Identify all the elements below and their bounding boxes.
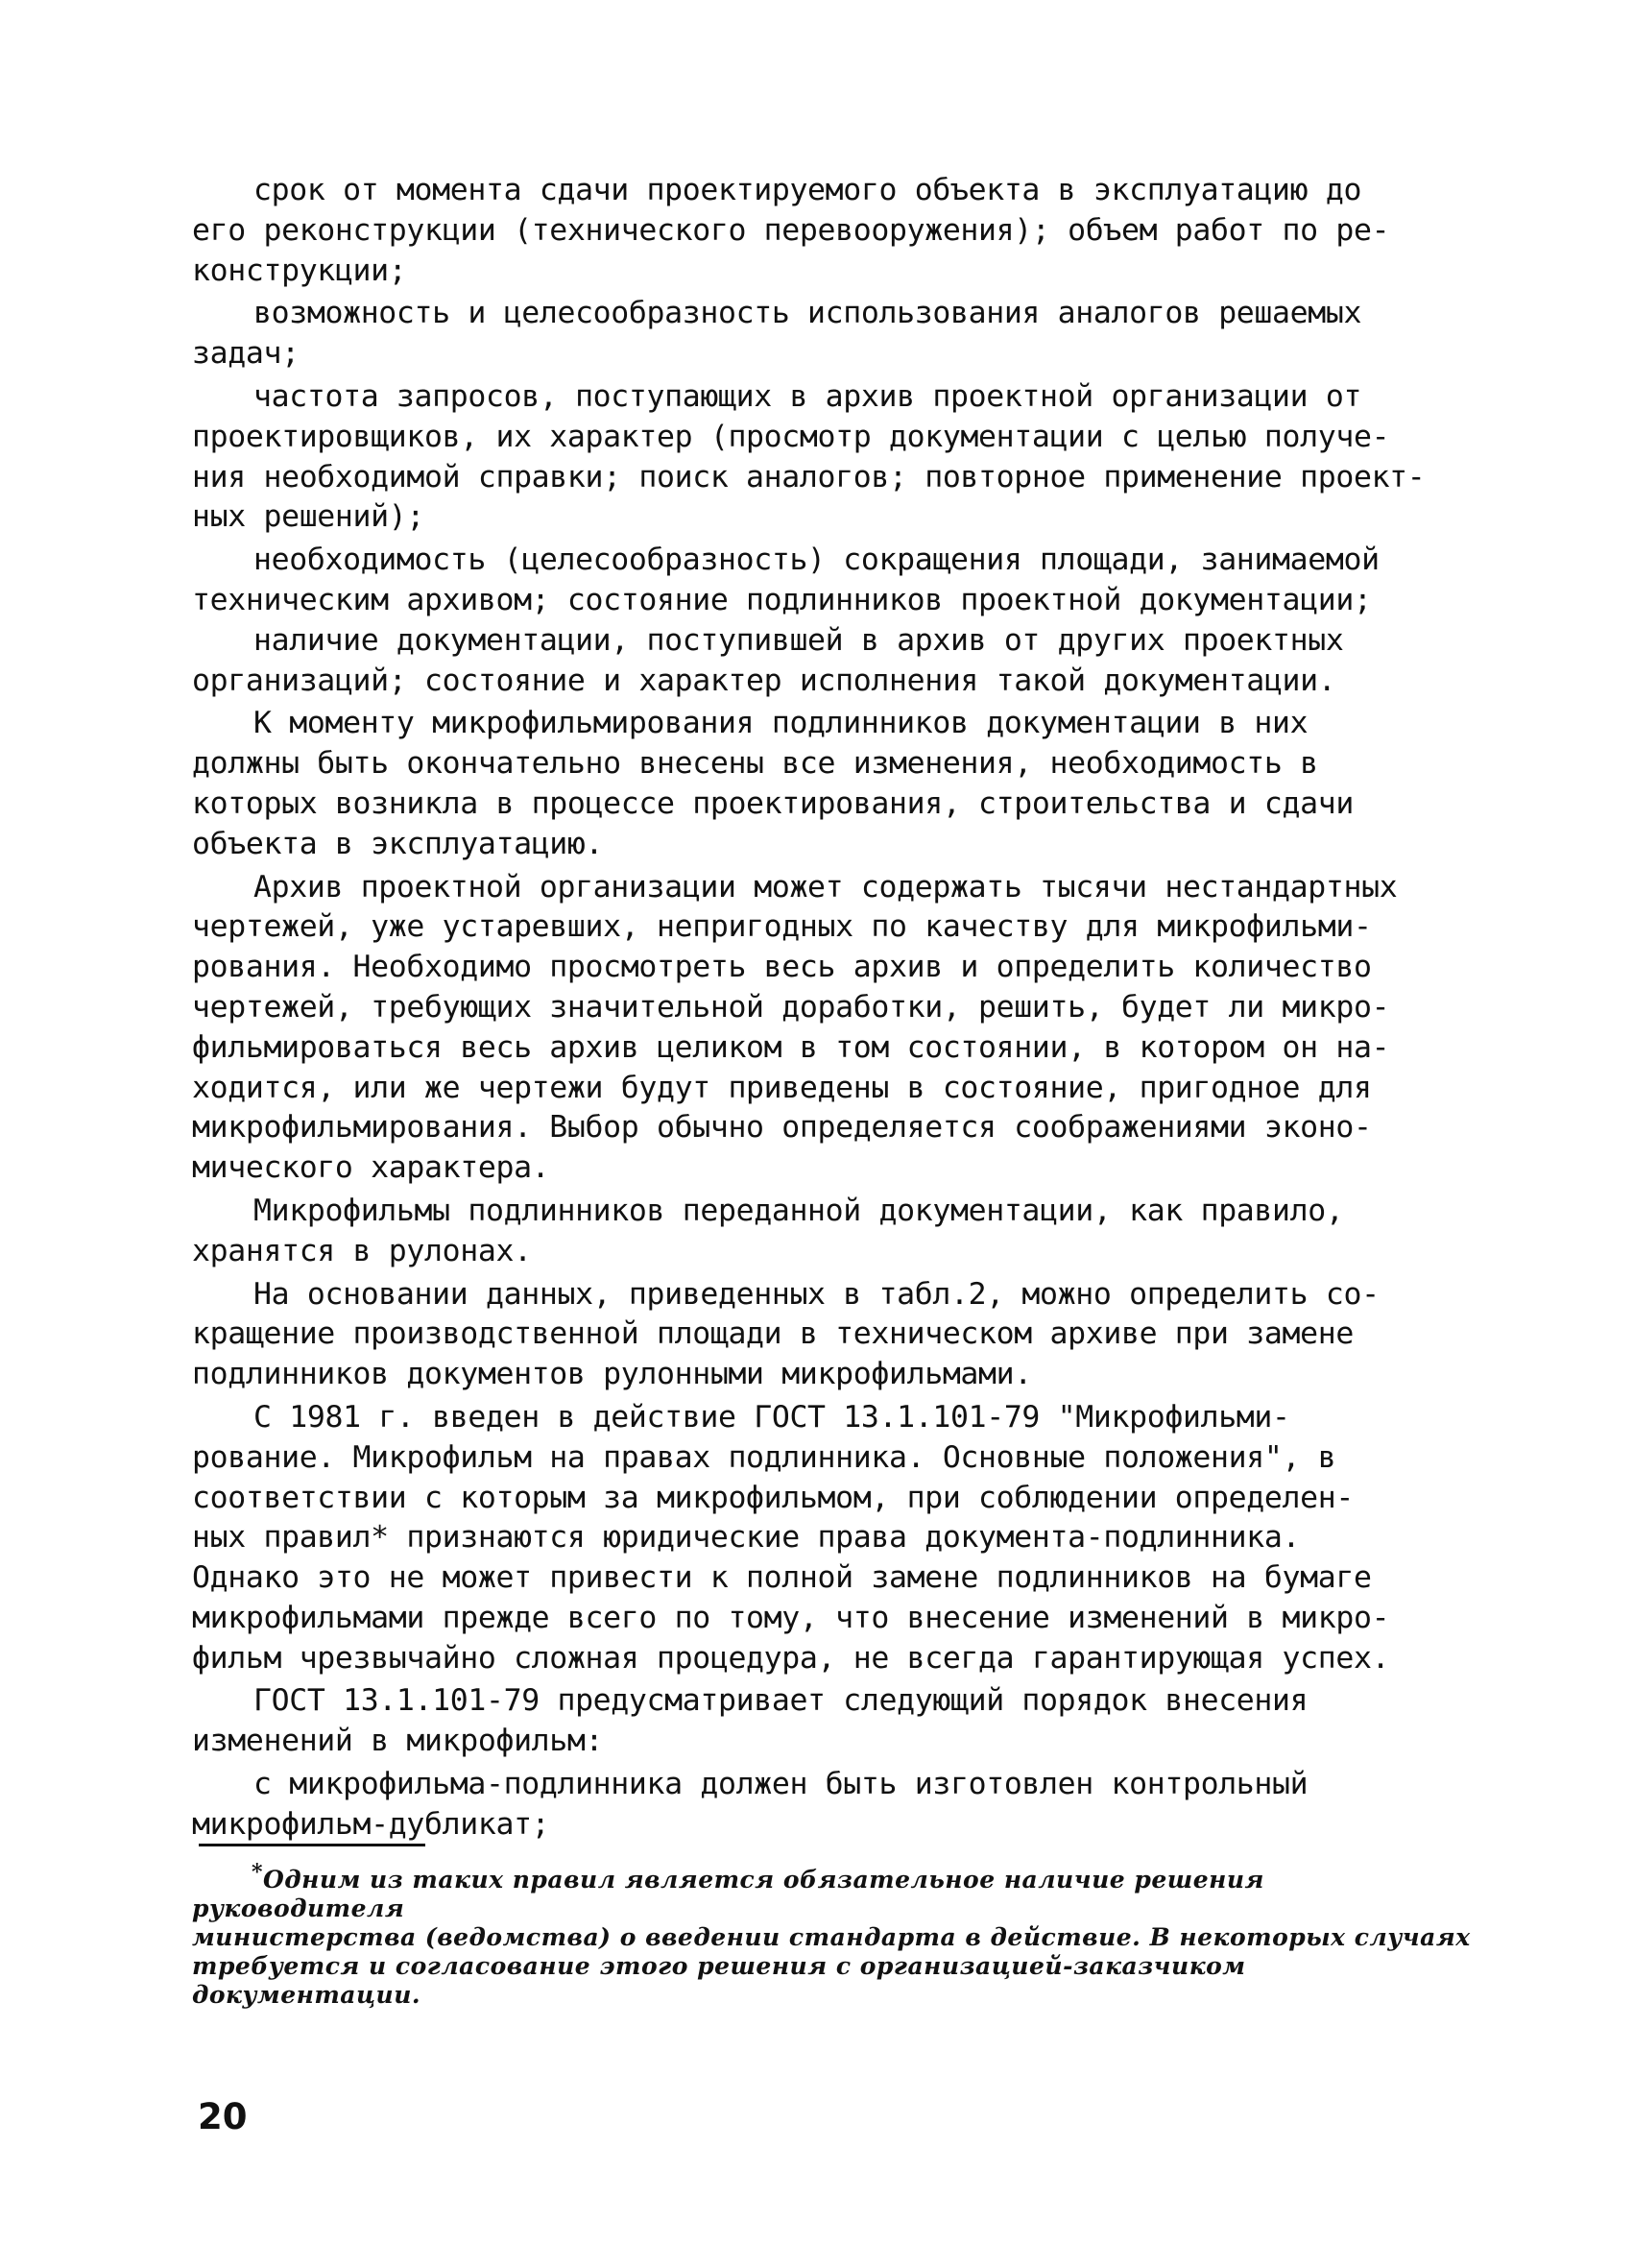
body-text <box>192 171 1469 1846</box>
paragraph-retention-period: срок от момента сдачи проектируемого объекта в эксплуатацию до его реконструкции (технического перевооружения); объем работ по ре- конструкции; <box>192 173 1390 288</box>
footnote-divider <box>199 1844 425 1846</box>
paragraph-changes-before-filming: К моменту микрофильмирования подлинников документации в них должны быть окончательно внесены все изменения, необходимость в которых возникла в процессе проектирования, строительства и сдачи объекта в эксплуатацию. <box>192 706 1354 861</box>
footnote <box>192 1858 1478 2010</box>
paragraph-area-reduction: На основании данных, приведенных в табл.2, можно определить со- кращение производственной площади в техническом архиве при замене подлинников документов рулонными микрофильмами. <box>192 1276 1380 1392</box>
paragraph-gost-procedure: ГОСТ 13.1.101-79 предусматривает следующий порядок внесения изменений в микрофильм: <box>192 1683 1309 1759</box>
footnote-text: Одним из таких правил является обязательное наличие решения руководителя министерства (ведомства) о введении стандарта в действие. В некоторых случаях требуется и согласование этого решения с организацией-заказчиком документации. <box>192 1866 1471 2009</box>
paragraph-roll-storage: Микрофильмы подлинников переданной документации, как правило, хранятся в рулонах. <box>192 1193 1344 1268</box>
paragraph-gost-introduction: С 1981 г. введен в действие ГОСТ 13.1.101-79 "Микрофильми- рование. Микрофильм на правах подлинника. Основные положения", в соответствии с которым за микрофильмом, при соблюдении определен- ных правил* признаются юридические права документа-подлинника. Однако это не может привести к полной замене подлинников на бумаге микрофильмами прежде всего по тому, что внесение изменений в микро- фильм чрезвычайно сложная процедура, не всегда гарантирующая успех. <box>192 1399 1390 1676</box>
paragraph-archive-area: необходимость (целесообразность) сокращения площади, занимаемой техническим архивом; состояние подлинников проектной документации; <box>192 543 1380 617</box>
paragraph-archive-review: Архив проектной организации может содержать тысячи нестандартных чертежей, уже устаревших, непригодных по качеству для микрофильми- рования. Необходимо просмотреть весь архив и определить количество чертежей, требующих значительной доработки, решить, будет ли микро- фильмироваться весь архив целиком в том состоянии, в котором он на- ходится, или же чертежи будут приведены в состояние, пригодное для микрофильмирования. Выбор обычно определяется соображениями эконо- мического характера. <box>192 869 1398 1186</box>
footnote-marker: * <box>252 1860 264 1885</box>
paragraph-analog-use: возможность и целесообразность использования аналогов решаемых задач; <box>192 296 1362 372</box>
paragraph-request-frequency: частота запросов, поступающих в архив проектной организации от проектировщиков, их характер (просмотр документации с целью получе- ния необходимой справки; поиск аналогов; повторное применение проект- ных решений); <box>192 378 1426 535</box>
paragraph-duplicate-film: с микрофильма-подлинника должен быть изготовлен контрольный микрофильм-дубликат; <box>192 1767 1309 1842</box>
page-number: 20 <box>198 2096 248 2137</box>
paragraph-external-docs: наличие документации, поступившей в архив от других проектных организаций; состояние и характер исполнения такой документации. <box>192 622 1344 698</box>
